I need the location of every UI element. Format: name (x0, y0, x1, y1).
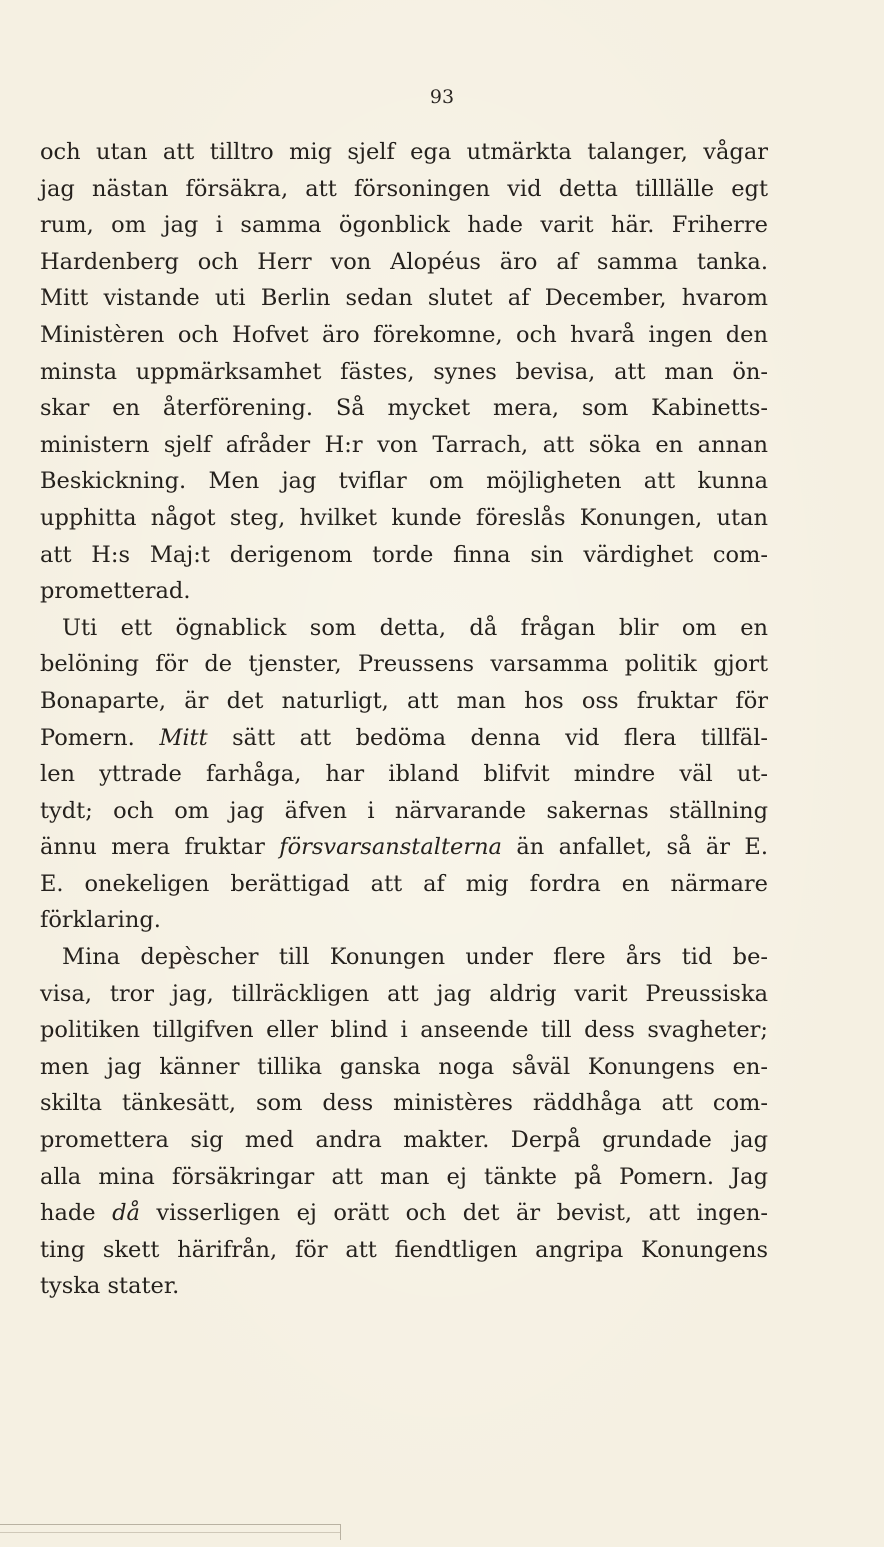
text-line: Bonaparte, är det naturligt, att man hos oss fruktar för (40, 687, 768, 714)
text-line: ting skett härifrån, för att fiendtligen angripa Konungens (40, 1236, 768, 1263)
text-line: minsta uppmärksamhet fästes, synes bevisa, att man ön- (40, 358, 768, 385)
text-segment: ännu mera fruktar (40, 834, 265, 861)
text-line (40, 720, 768, 757)
text-line (40, 829, 768, 866)
text-line: E. onekeligen berättigad att af mig fordra en närmare (40, 870, 768, 897)
page-number: 93 (429, 86, 455, 108)
text-line: len yttrade farhåga, har ibland blifvit mindre väl ut- (40, 761, 768, 788)
text-line: att H:s Maj:t derigenom torde finna sin värdighet com- (40, 541, 768, 568)
text-line: Mitt vistande uti Berlin sedan slutet af December, hvarom (40, 285, 768, 312)
text-line: rum, om jag i samma ögonblick hade varit här. Friherre (40, 212, 768, 239)
text-line: promettera sig med andra makter. Derpå grundade jag (40, 1127, 768, 1154)
text-line: upphitta något steg, hvilket kunde föreslås Konungen, utan (40, 504, 768, 531)
text-line: politiken tillgifven eller blind i anseende till dess svagheter; (40, 1017, 768, 1044)
text-line: visa, tror jag, tillräckligen att jag aldrig varit Preussiska (40, 980, 768, 1007)
text-line: prometterad. (40, 578, 191, 605)
bottom-rule (0, 1524, 340, 1525)
text-line: men jag känner tillika ganska noga såväl Konungens en- (40, 1053, 768, 1080)
italic-text: Mitt (159, 724, 208, 751)
text-line (40, 1195, 768, 1232)
text-segment: visserligen ej orätt och det är bevist, att ingen- (156, 1200, 768, 1227)
text-segment: än anfallet, så är E. (516, 834, 768, 861)
text-line: alla mina försäkringar att man ej tänkte på Pomern. Jag (40, 1163, 768, 1190)
text-line: Hardenberg och Herr von Alopéus äro af samma tanka. (40, 248, 768, 275)
text-line: ministern sjelf afråder H:r von Tarrach, att söka en annan (40, 431, 768, 458)
body-text (40, 134, 768, 1305)
text-segment: sätt att bedöma denna vid flera tillfäl- (232, 724, 769, 751)
text-line: förklaring. (40, 907, 161, 934)
text-segment: Pomern. (40, 724, 135, 751)
text-line: tydt; och om jag äfven i närvarande sakernas ställning (40, 797, 768, 824)
text-line: jag nästan försäkra, att försoningen vid detta tilllälle egt (40, 175, 768, 202)
bottom-rule-tick (340, 1524, 341, 1540)
text-line: tyska stater. (40, 1273, 180, 1300)
text-line: skilta tänkesätt, som dess ministères räddhåga att com- (40, 1090, 768, 1117)
text-line: Ministèren och Hofvet äro förekomne, och hvarå ingen den (40, 321, 768, 348)
text-line: skar en återförening. Så mycket mera, som Kabinetts- (40, 395, 768, 422)
italic-text: försvarsanstalterna (279, 834, 502, 861)
text-line: och utan att tilltro mig sjelf ega utmärkta talanger, vågar (40, 139, 768, 165)
text-line: Beskickning. Men jag tviflar om möjligheten att kunna (40, 468, 768, 495)
bottom-rule (0, 1532, 340, 1533)
italic-text: då (112, 1200, 140, 1227)
text-segment: hade (40, 1200, 96, 1227)
text-line: Uti ett ögnablick som detta, då frågan blir om en (62, 614, 768, 641)
text-line: belöning för de tjenster, Preussens varsamma politik gjort (40, 651, 768, 678)
text-line: Mina depèscher till Konungen under flere års tid be- (62, 944, 768, 971)
